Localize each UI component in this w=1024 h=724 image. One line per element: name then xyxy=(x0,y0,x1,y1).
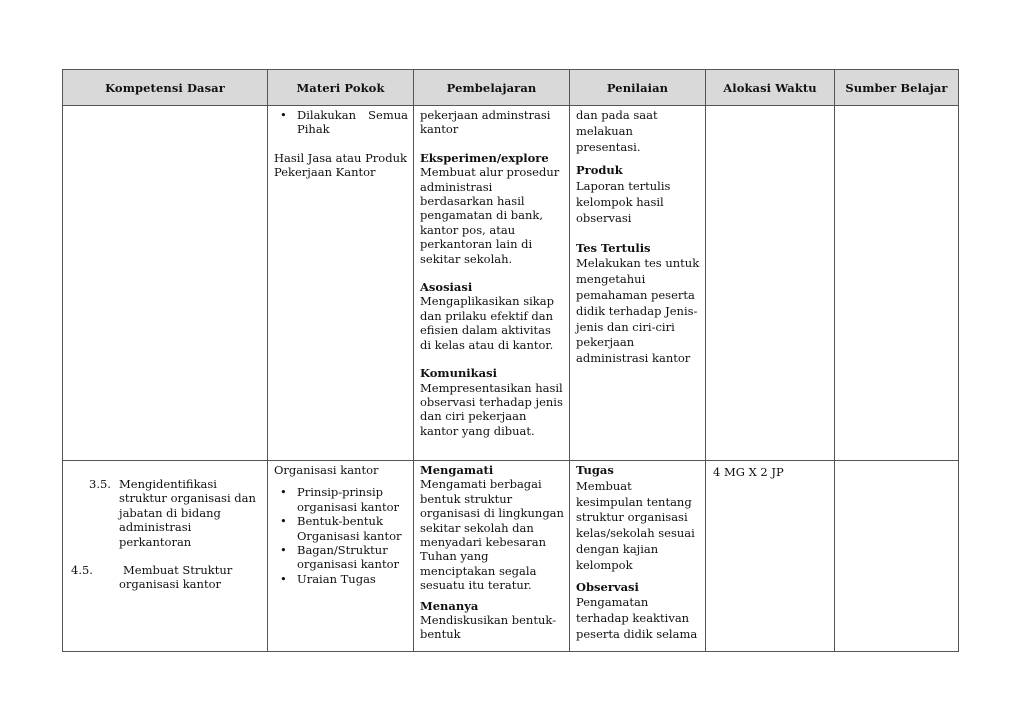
section-heading: Tugas xyxy=(576,463,614,477)
section-heading: Produk xyxy=(576,163,623,178)
section-heading: Mengamati xyxy=(420,463,494,477)
header-materi-pokok: Materi Pokok xyxy=(268,70,414,106)
section-heading: Tes Tertulis xyxy=(576,240,651,255)
cell-penilaian xyxy=(570,106,706,461)
cell-alokasi xyxy=(706,461,835,652)
pembelajaran-text: Mengamati berbagai bentuk struktur organisasi di lingkungan sekitar sekolah dan menyadari kebesaran Tuhan yang menciptakan segala sesuatu itu teratur. xyxy=(420,477,564,593)
penilaian-text: Membuat kesimpulan tentang struktur organisasi kelas/sekolah sesuai dengan kajian kelompok xyxy=(576,478,695,572)
header-row xyxy=(63,70,959,106)
alokasi-value: 4 MG X 2 JP xyxy=(713,465,784,479)
cell-sumber xyxy=(835,461,959,652)
cell-kompetensi xyxy=(63,461,268,652)
bullet-icon: • xyxy=(280,571,287,586)
header-kompetensi-dasar: Kompetensi Dasar xyxy=(63,70,268,106)
section-heading: Komunikasi xyxy=(420,366,497,381)
syllabus-table xyxy=(62,69,959,652)
section-heading: Menanya xyxy=(420,598,479,613)
kompetensi-item: 4.5. Membuat Struktur organisasi kantor xyxy=(71,563,233,592)
materi-title: Organisasi kantor xyxy=(274,463,379,477)
list-item: • Prinsip-prinsip organisasi kantor xyxy=(280,485,399,514)
pembelajaran-text: Membuat alur prosedur administrasi berdasarkan hasil pengamatan di bank, kantor pos, atau perkantoran lain di sekitar sekolah. xyxy=(420,165,560,266)
list-item: • Bagan/Struktur organisasi kantor xyxy=(280,543,399,572)
cell-materi xyxy=(268,461,414,652)
bullet-icon: • xyxy=(280,108,287,122)
cell-penilaian xyxy=(570,461,706,652)
section-heading: Asosiasi xyxy=(420,280,473,295)
pembelajaran-text: Mendiskusikan bentuk-bentuk xyxy=(420,613,557,642)
section-heading: Eksperimen/explore xyxy=(420,150,549,165)
cell-alokasi xyxy=(706,106,835,461)
cell-sumber xyxy=(835,106,959,461)
bullet-icon: • xyxy=(280,543,287,558)
materi-text: Hasil Jasa atau Produk Pekerjaan Kantor xyxy=(274,150,407,180)
penilaian-text: Melakukan tes untuk mengetahui pemahaman peserta didik terhadap Jenis-jenis dan ciri-ciri pekerjaan administrasi kantor xyxy=(576,256,700,366)
pembelajaran-text: pekerjaan adminstrasi kantor xyxy=(420,108,551,137)
header-pembelajaran: Pembelajaran xyxy=(414,70,570,106)
list-item: • Bentuk-bentuk Organisasi kantor xyxy=(280,514,402,543)
table-row xyxy=(63,461,959,652)
list-item: • Dilakukan Semua Pihak xyxy=(280,108,408,137)
penilaian-text: Pengamatan terhadap keaktivan peserta didik selama xyxy=(576,595,698,641)
pembelajaran-text: Mempresentasikan hasil observasi terhadap jenis dan ciri pekerjaan kantor yang dibuat. xyxy=(420,380,563,438)
penilaian-text: Laporan tertulis kelompok hasil observasi xyxy=(576,179,671,225)
section-heading: Observasi xyxy=(576,579,639,594)
kompetensi-item: 3.5. Mengidentifikasi struktur organisasi dan jabatan di bidang administrasi perkantoran xyxy=(89,477,256,549)
bullet-icon: • xyxy=(280,485,287,500)
header-alokasi-waktu: Alokasi Waktu xyxy=(706,70,835,106)
list-item: • Uraian Tugas xyxy=(280,571,376,586)
cell-materi xyxy=(268,106,414,461)
header-sumber-belajar: Sumber Belajar xyxy=(835,70,959,106)
pembelajaran-text: Mengaplikasikan sikap dan prilaku efektif dan efisien dalam aktivitas di kelas atau di kantor. xyxy=(420,294,554,352)
table-row xyxy=(63,106,959,461)
bullet-icon: • xyxy=(280,514,287,529)
cell-pembelajaran xyxy=(414,461,570,652)
penilaian-text: dan pada saat melakuan presentasi. xyxy=(576,108,658,154)
cell-pembelajaran xyxy=(414,106,570,461)
cell-kompetensi xyxy=(63,106,268,461)
header-penilaian: Penilaian xyxy=(570,70,706,106)
